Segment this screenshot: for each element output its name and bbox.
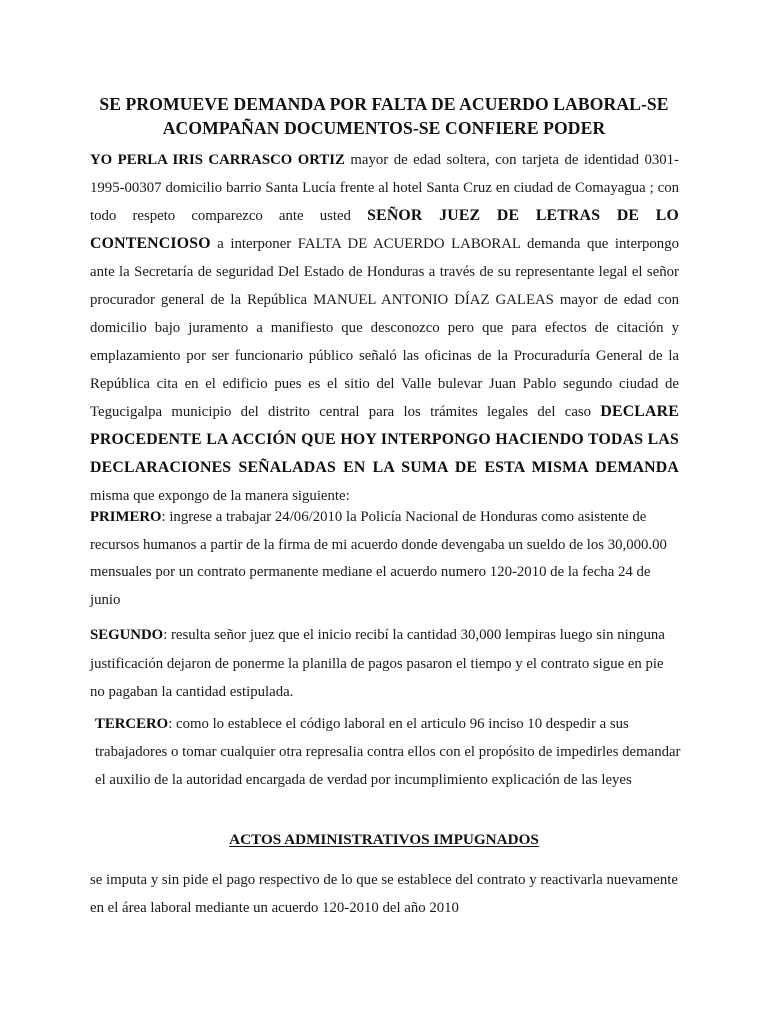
intro-paragraph [90, 146, 679, 510]
intro-text-1: mayor de edad soltera, con tarjeta de identidad 0301-1995-00307 domicilio barrio Santa Lucía frente al hotel Santa Cruz en ciudad de Comayagua ; con todo respeto comparezco ante usted [90, 152, 679, 224]
tercero-text: : como lo establece el código laboral en el articulo 96 inciso 10 despedir a sus trabajadores o tomar cualquier otra represalia contra ellos con el propósito de impedirles demandar el auxilio de la autoridad encargada de verdad por incumplimiento explicación de las leyes [95, 716, 681, 788]
tercero-paragraph [90, 710, 684, 794]
primero-label: PRIMERO [90, 509, 162, 525]
court-name: SEÑOR JUEZ DE LETRAS DE LO CONTENCIOSO [90, 207, 679, 252]
intro-text-2: a interponer FALTA DE ACUERDO LABORAL demanda que interpongo ante la Secretaría de seguridad Del Estado de Honduras a través de su representante legal el señor procurador general de la República MANUEL ANTONIO DÍAZ GALEAS mayor de edad con domicilio bajo juramento a manifiesto que desconozco pero que para efectos de citación y emplazamiento por ser funcionario público señaló las oficinas de la Procuraduría General de la República cita en el edificio pues es el sitio del Valle bulevar Juan Pablo segundo ciudad de Tegucigalpa municipio del distrito central para los trámites legales del caso [90, 236, 679, 420]
actos-paragraph: se imputa y sin pide el pago respectivo de lo que se establece del contrato y reactivarla nuevamente en el área laboral mediante un acuerdo 120-2010 del año 2010 [90, 872, 678, 916]
tercero-label: TERCERO [95, 716, 169, 732]
title-line-2: ACOMPAÑAN DOCUMENTOS-SE CONFIERE PODER [162, 118, 606, 138]
declaration-request: DECLARE PROCEDENTE LA ACCIÓN QUE HOY INTERPONGO HACIENDO TODAS LAS DECLARACIONES SEÑALADAS EN LA SUMA DE ESTA MISMA DEMANDA [90, 403, 679, 476]
primero-paragraph [90, 504, 679, 615]
document-title [60, 92, 708, 140]
title-line-1: SE PROMUEVE DEMANDA POR FALTA DE ACUERDO LABORAL-SE [99, 94, 669, 114]
segundo-label: SEGUNDO [90, 627, 164, 643]
actos-heading: ACTOS ADMINISTRATIVOS IMPUGNADOS [229, 831, 539, 848]
segundo-paragraph [90, 621, 679, 707]
segundo-text: : resulta señor juez que el inicio recibí la cantidad 30,000 lempiras luego sin ninguna justificación dejaron de ponerme la planilla de pagos pasaron el tiempo y el contrato sigue en pie no pagaban la cantidad estipulada. [90, 627, 665, 700]
intro-text-3: misma que expongo de la manera siguiente: [90, 488, 350, 504]
primero-text: : ingrese a trabajar 24/06/2010 la Policía Nacional de Honduras como asistente de recursos humanos a partir de la firma de mi acuerdo donde devengaba un sueldo de los 30,000.00 mensuales por un contrato permanente mediane el acuerdo numero 120-2010 de la fecha 24 de junio [90, 509, 667, 609]
plaintiff-name: YO PERLA IRIS CARRASCO ORTIZ [90, 152, 345, 168]
